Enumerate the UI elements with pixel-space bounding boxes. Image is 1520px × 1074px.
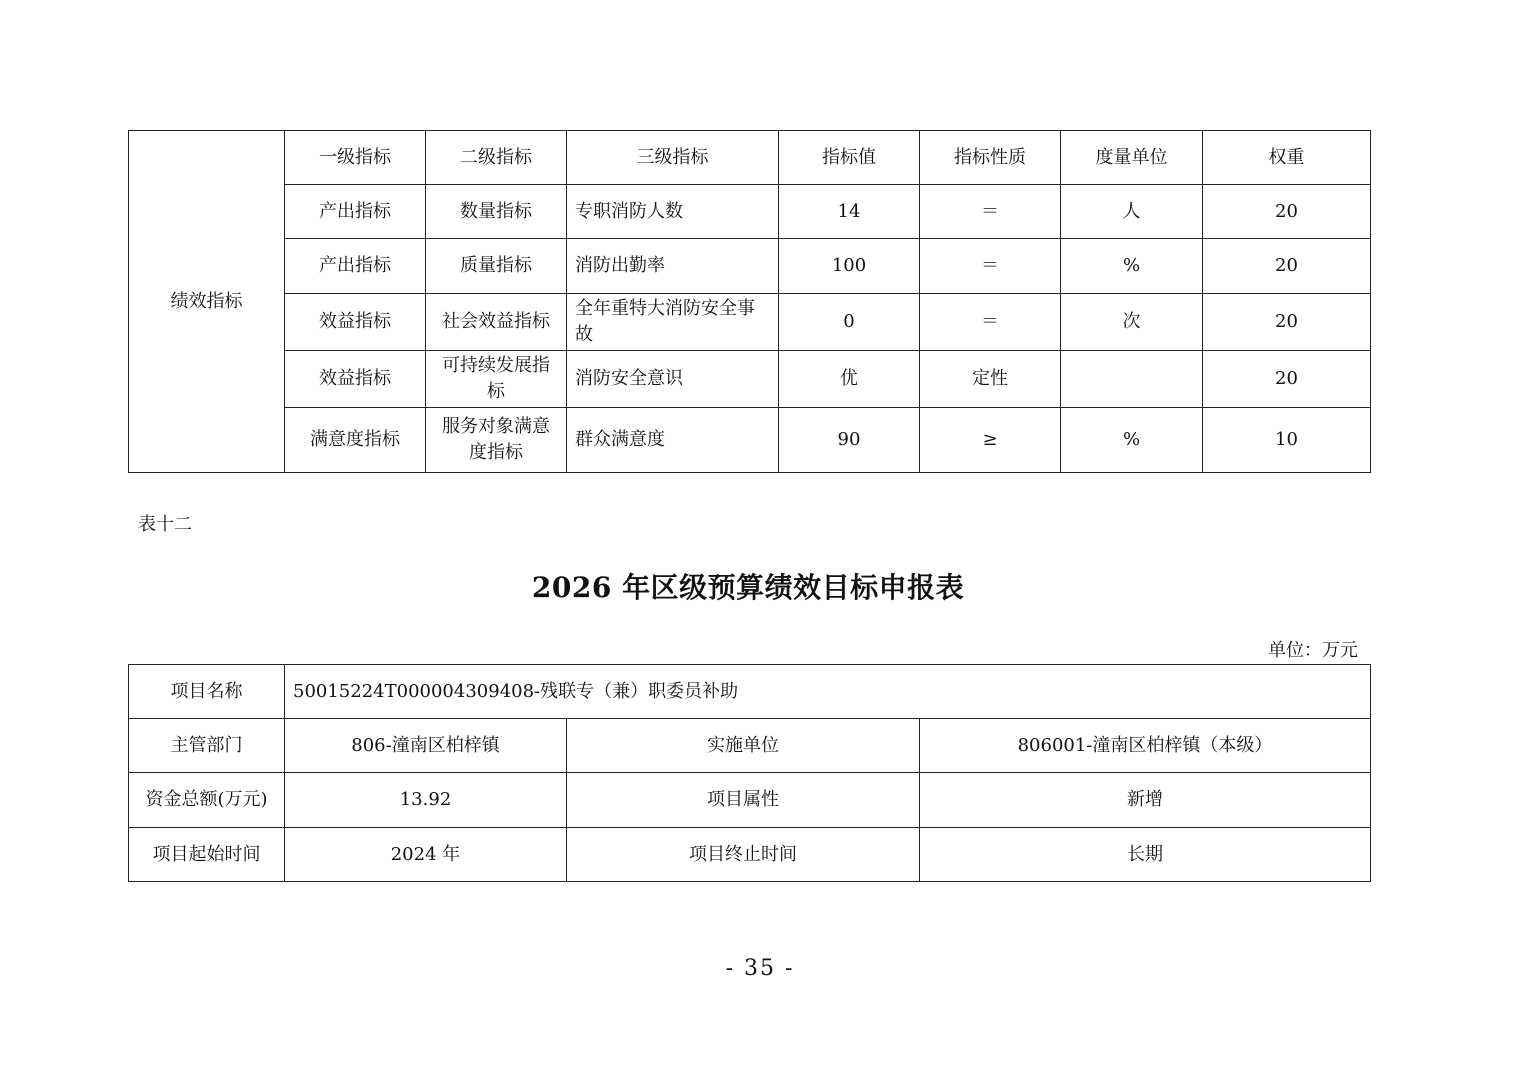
table-row <box>129 719 1371 773</box>
table-cell: 优 <box>779 351 920 408</box>
table-row <box>129 185 1371 239</box>
field-label: 项目名称 <box>129 665 285 719</box>
table-cell: 全年重特大消防安全事故 <box>567 294 779 351</box>
table-cell: 100 <box>779 239 920 294</box>
header-cell: 一级指标 <box>285 131 426 185</box>
table-row <box>129 351 1371 408</box>
table-cell: 0 <box>779 294 920 351</box>
header-cell: 度量单位 <box>1061 131 1203 185</box>
table-cell: 定性 <box>920 351 1061 408</box>
field-label: 项目终止时间 <box>567 828 920 882</box>
table-header-row <box>129 131 1371 185</box>
table-cell: ＝ <box>920 185 1061 239</box>
table-cell: 质量指标 <box>426 239 567 294</box>
table-cell: 人 <box>1061 185 1203 239</box>
page-title: 2026 年区级预算绩效目标申报表 <box>531 571 965 604</box>
impl-value: 806001-潼南区柏梓镇（本级） <box>920 719 1371 773</box>
table-cell: 产出指标 <box>285 239 426 294</box>
project-info-table <box>128 664 1371 882</box>
unit-label: 单位：万元 <box>1268 640 1358 661</box>
table-cell: 数量指标 <box>426 185 567 239</box>
header-cell: 三级指标 <box>567 131 779 185</box>
table-cell: 效益指标 <box>285 351 426 408</box>
field-label: 资金总额(万元) <box>129 773 285 828</box>
table-cell: 可持续发展指标 <box>426 351 567 408</box>
header-cell: 二级指标 <box>426 131 567 185</box>
table-row <box>129 408 1371 473</box>
table-cell: % <box>1061 408 1203 473</box>
fund-value: 13.92 <box>285 773 567 828</box>
table-cell: 消防安全意识 <box>567 351 779 408</box>
table-cell: 10 <box>1203 408 1371 473</box>
table-cell: 20 <box>1203 185 1371 239</box>
table-cell: % <box>1061 239 1203 294</box>
end-value: 长期 <box>920 828 1371 882</box>
table-cell: ＝ <box>920 239 1061 294</box>
table-cell: 群众满意度 <box>567 408 779 473</box>
start-value: 2024 年 <box>285 828 567 882</box>
page-number: - 35 - <box>725 956 795 981</box>
performance-indicator-table <box>128 130 1371 473</box>
table-row <box>129 665 1371 719</box>
table-cell: 20 <box>1203 294 1371 351</box>
dept-value: 806-潼南区柏梓镇 <box>285 719 567 773</box>
table-cell: 产出指标 <box>285 185 426 239</box>
header-cell: 指标性质 <box>920 131 1061 185</box>
table-cell: ＝ <box>920 294 1061 351</box>
row-group-label: 绩效指标 <box>129 131 285 473</box>
field-label: 实施单位 <box>567 719 920 773</box>
table-row <box>129 294 1371 351</box>
table-cell: 20 <box>1203 239 1371 294</box>
header-cell: 权重 <box>1203 131 1371 185</box>
table-cell: 90 <box>779 408 920 473</box>
field-label: 主管部门 <box>129 719 285 773</box>
field-label: 项目起始时间 <box>129 828 285 882</box>
project-name-value: 50015224T000004309408-残联专（兼）职委员补助 <box>285 665 1371 719</box>
field-label: 项目属性 <box>567 773 920 828</box>
table-cell: 服务对象满意度指标 <box>426 408 567 473</box>
table-cell: 专职消防人数 <box>567 185 779 239</box>
table-row <box>129 828 1371 882</box>
table-cell: 效益指标 <box>285 294 426 351</box>
table-cell: 20 <box>1203 351 1371 408</box>
table-cell: ≥ <box>920 408 1061 473</box>
table-row <box>129 239 1371 294</box>
table-cell: 次 <box>1061 294 1203 351</box>
table-cell: 满意度指标 <box>285 408 426 473</box>
header-cell: 指标值 <box>779 131 920 185</box>
table-cell <box>1061 351 1203 408</box>
table-cell: 消防出勤率 <box>567 239 779 294</box>
table-cell: 社会效益指标 <box>426 294 567 351</box>
table-row <box>129 773 1371 828</box>
table-caption: 表十二 <box>138 514 192 535</box>
attr-value: 新增 <box>920 773 1371 828</box>
table-cell: 14 <box>779 185 920 239</box>
